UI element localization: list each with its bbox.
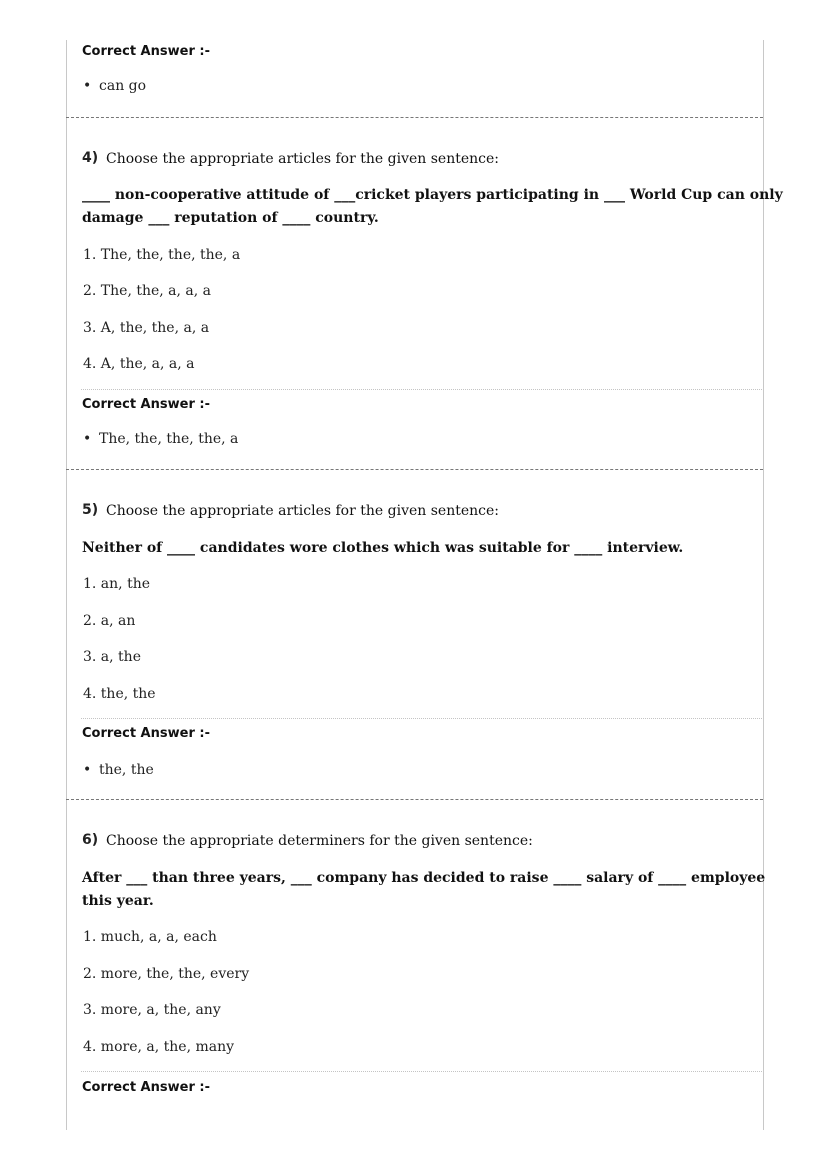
option-1[interactable]: 1. much, a, a, each — [83, 929, 217, 945]
question-sentence: ____ non-cooperative attitude of ___cricket players participating in ___ World Cup can only — [82, 187, 783, 203]
bullet-icon: • — [83, 762, 92, 778]
option-1[interactable]: 1. The, the, the, the, a — [83, 247, 241, 263]
option-3[interactable]: 3. a, the — [83, 649, 141, 665]
option-2[interactable]: 2. The, the, a, a, a — [83, 283, 212, 299]
correct-answer-value: the, the — [99, 762, 154, 778]
correct-answer-label: Correct Answer :- — [82, 1080, 210, 1095]
question-sentence: After ___ than three years, ___ company has decided to raise ____ salary of ____ employee — [82, 870, 766, 886]
question-prompt: Choose the appropriate determiners for the given sentence: — [106, 833, 533, 849]
answer-divider — [81, 389, 762, 390]
question-separator — [66, 117, 763, 118]
question-separator — [66, 469, 763, 470]
option-3[interactable]: 3. more, a, the, any — [83, 1002, 221, 1018]
answer-divider — [81, 718, 762, 719]
bullet-icon: • — [83, 78, 92, 94]
option-3[interactable]: 3. A, the, the, a, a — [83, 320, 210, 336]
question-separator — [66, 799, 763, 800]
question-prompt: Choose the appropriate articles for the given sentence: — [106, 151, 499, 167]
question-number: 5) — [82, 502, 99, 518]
option-4[interactable]: 4. A, the, a, a, a — [83, 356, 195, 372]
option-2[interactable]: 2. a, an — [83, 613, 136, 629]
answer-divider — [81, 1071, 762, 1072]
bullet-icon: • — [83, 431, 92, 447]
option-4[interactable]: 4. the, the — [83, 686, 156, 702]
question-sentence: this year. — [82, 893, 154, 909]
question-number: 6) — [82, 832, 99, 848]
question-prompt: Choose the appropriate articles for the given sentence: — [106, 503, 499, 519]
question-sentence: Neither of ____ candidates wore clothes which was suitable for ____ interview. — [82, 540, 684, 556]
question-number: 4) — [82, 150, 99, 166]
option-4[interactable]: 4. more, a, the, many — [83, 1039, 235, 1055]
question-sentence: damage ___ reputation of ____ country. — [82, 210, 379, 226]
correct-answer-value: The, the, the, the, a — [99, 431, 239, 447]
correct-answer-label: Correct Answer :- — [82, 44, 210, 59]
correct-answer-value: can go — [99, 78, 147, 94]
correct-answer-label: Correct Answer :- — [82, 397, 210, 412]
option-1[interactable]: 1. an, the — [83, 576, 150, 592]
correct-answer-label: Correct Answer :- — [82, 726, 210, 741]
option-2[interactable]: 2. more, the, the, every — [83, 966, 250, 982]
